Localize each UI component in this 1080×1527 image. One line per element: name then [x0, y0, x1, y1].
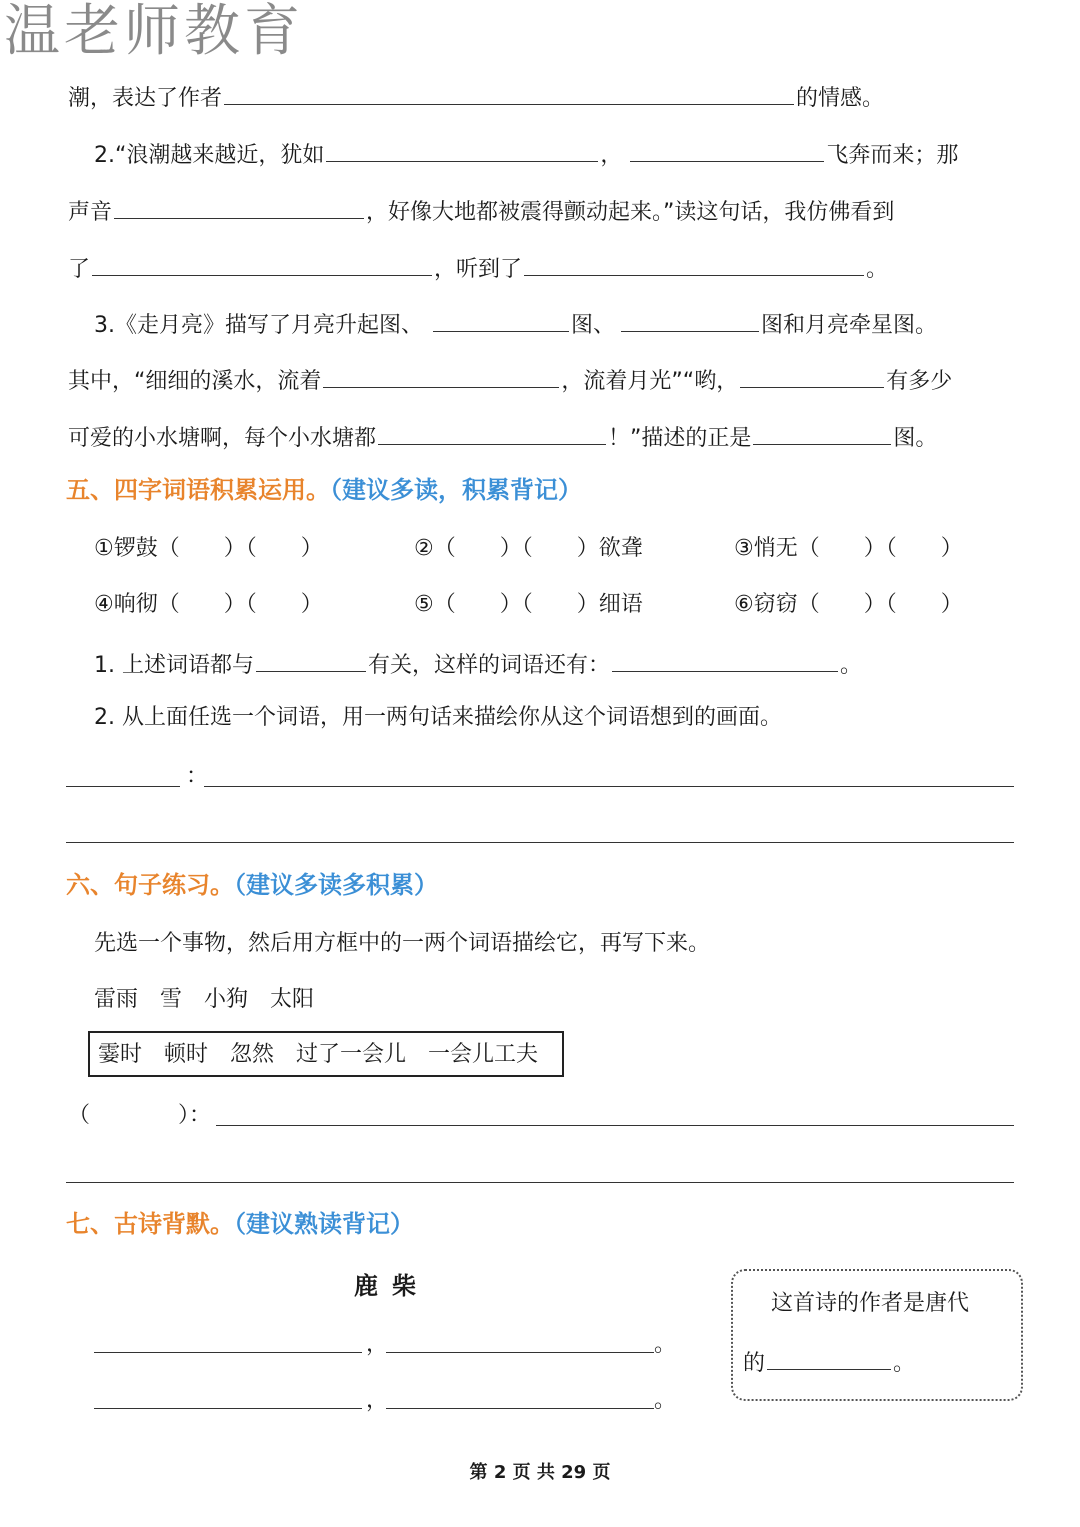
word-item-3[interactable]: ③悄无（ ）（ ） [734, 536, 963, 561]
q2-text-3a: 了 [68, 257, 91, 282]
s5-q1-blank-1[interactable] [256, 647, 366, 672]
poem-period-1: 。 [654, 1332, 677, 1357]
q2-text-3c: 。 [866, 257, 889, 282]
s5-word-blank[interactable] [66, 786, 180, 787]
s5-q1-line [94, 647, 862, 681]
q2-blank-5[interactable] [524, 251, 864, 276]
poem-title: 鹿柴 [354, 1272, 430, 1300]
section-7-heading [66, 1208, 414, 1240]
q2-line-3 [68, 251, 888, 285]
page-footer: 第 2 页 共 29 页 [469, 1462, 611, 1483]
q3-text-1a: 3.《走月亮》描写了月亮升起图、 [94, 313, 423, 338]
section-6-heading [66, 869, 438, 901]
q2-blank-1[interactable] [326, 137, 598, 162]
section-6-hint: （建议多读多积累） [234, 871, 438, 899]
q2-text-2b: ，好像大地都被震得颤动起来。”读这句话，我仿佛看到 [366, 200, 895, 225]
word-item-2[interactable]: ②（ ）（ ）欲聋 [414, 536, 643, 561]
q2-line-2 [68, 194, 894, 228]
q3-text-1b: 图、 [571, 313, 616, 338]
s5-q2-text: 2. 从上面任选一个词语，用一两句话来描绘你从这个词语想到的画面。 [94, 705, 782, 730]
section-5-heading [66, 474, 582, 506]
poem-line-2a[interactable] [94, 1408, 362, 1409]
s5-q1-text-b: 有关，这样的词语还有： [367, 653, 610, 678]
q3-blank-4[interactable] [740, 363, 884, 388]
s6-things: 雷雨 雪 小狗 太阳 [94, 987, 315, 1012]
s5-answer-line-2[interactable] [66, 842, 1014, 843]
q3-text-3a: 可爱的小水塘啊，每个小水塘都 [68, 426, 377, 451]
q2-blank-4[interactable] [92, 251, 432, 276]
poem-line-1a[interactable] [94, 1352, 362, 1353]
q1-line [68, 80, 884, 114]
s5-q1-text-c: 。 [840, 653, 863, 678]
section-5-title: 五、四字词语积累运用。 [66, 476, 330, 504]
word-item-1[interactable]: ①锣鼓（ ）（ ） [94, 536, 323, 561]
author-blank[interactable] [767, 1345, 891, 1370]
s5-q1-blank-2[interactable] [612, 647, 838, 672]
author-note-line-2 [743, 1345, 915, 1379]
q3-text-1c: 图和月亮牵星图。 [761, 313, 938, 338]
q2-text-1a: 2.“浪潮越来越近，犹如 [94, 143, 325, 168]
poem-comma-2: ， [366, 1388, 389, 1413]
s6-word-box: 霎时 顿时 忽然 过了一会儿 一会儿工夫 [88, 1031, 564, 1077]
s5-answer-line-1[interactable] [204, 786, 1014, 787]
s5-q1-text-a: 1. 上述词语都与 [94, 653, 254, 678]
q2-text-1b: ， [600, 143, 623, 168]
word-item-4[interactable]: ④响彻（ ）（ ） [94, 592, 323, 617]
q2-text-1c: 飞奔而来；那 [826, 143, 959, 168]
word-item-6[interactable]: ⑥窃窃（ ）（ ） [734, 592, 963, 617]
q3-blank-2[interactable] [621, 307, 759, 332]
author-note-end: 。 [893, 1351, 916, 1376]
poem-comma-1: ， [366, 1332, 389, 1357]
poem-line-2b[interactable] [386, 1408, 654, 1409]
q3-blank-3[interactable] [323, 363, 559, 388]
section-7-hint: （建议熟读背记） [234, 1210, 414, 1238]
q2-text-2a: 声音 [68, 200, 113, 225]
author-note-text: 的 [743, 1351, 766, 1376]
section-5-hint: （建议多读，积累背记） [330, 476, 582, 504]
q2-blank-2[interactable] [630, 137, 824, 162]
q1-end: 的情感。 [796, 86, 885, 111]
q3-blank-5[interactable] [378, 420, 606, 445]
q3-blank-1[interactable] [433, 307, 569, 332]
s6-instruction: 先选一个事物，然后用方框中的一两个词语描绘它，再写下来。 [94, 931, 711, 956]
author-note-box [731, 1269, 1023, 1401]
poem-line-1b[interactable] [386, 1352, 654, 1353]
s5-colon: ： [186, 764, 209, 789]
section-6-title: 六、句子练习。 [66, 871, 234, 899]
q3-line-2 [68, 363, 952, 397]
watermark: 温老师教育 [4, 0, 304, 64]
q3-line-1 [94, 307, 937, 341]
q2-blank-3[interactable] [114, 194, 364, 219]
section-7-title: 七、古诗背默。 [66, 1210, 234, 1238]
author-note-line-1: 这首诗的作者是唐代 [771, 1291, 970, 1316]
poem-period-2: 。 [654, 1388, 677, 1413]
q3-text-2b: ，流着月光”“哟， [561, 369, 739, 394]
q2-text-3b: ，听到了 [434, 257, 523, 282]
q1-blank[interactable] [224, 80, 794, 105]
q3-text-2a: 其中，“细细的溪水，流着 [68, 369, 322, 394]
q3-text-3b: ！”描述的正是 [608, 426, 752, 451]
q3-text-2c: 有多少 [886, 369, 953, 394]
q2-line-1 [94, 137, 958, 171]
s6-paren-label[interactable]: （ ）： [68, 1103, 212, 1128]
q3-text-3c: 图。 [893, 426, 938, 451]
s6-answer-line-2[interactable] [66, 1182, 1014, 1183]
q1-text: 潮，表达了作者 [68, 86, 223, 111]
q3-blank-6[interactable] [753, 420, 891, 445]
q3-line-3 [68, 420, 937, 454]
word-item-5[interactable]: ⑤（ ）（ ）细语 [414, 592, 643, 617]
s6-answer-line-1[interactable] [216, 1125, 1014, 1126]
